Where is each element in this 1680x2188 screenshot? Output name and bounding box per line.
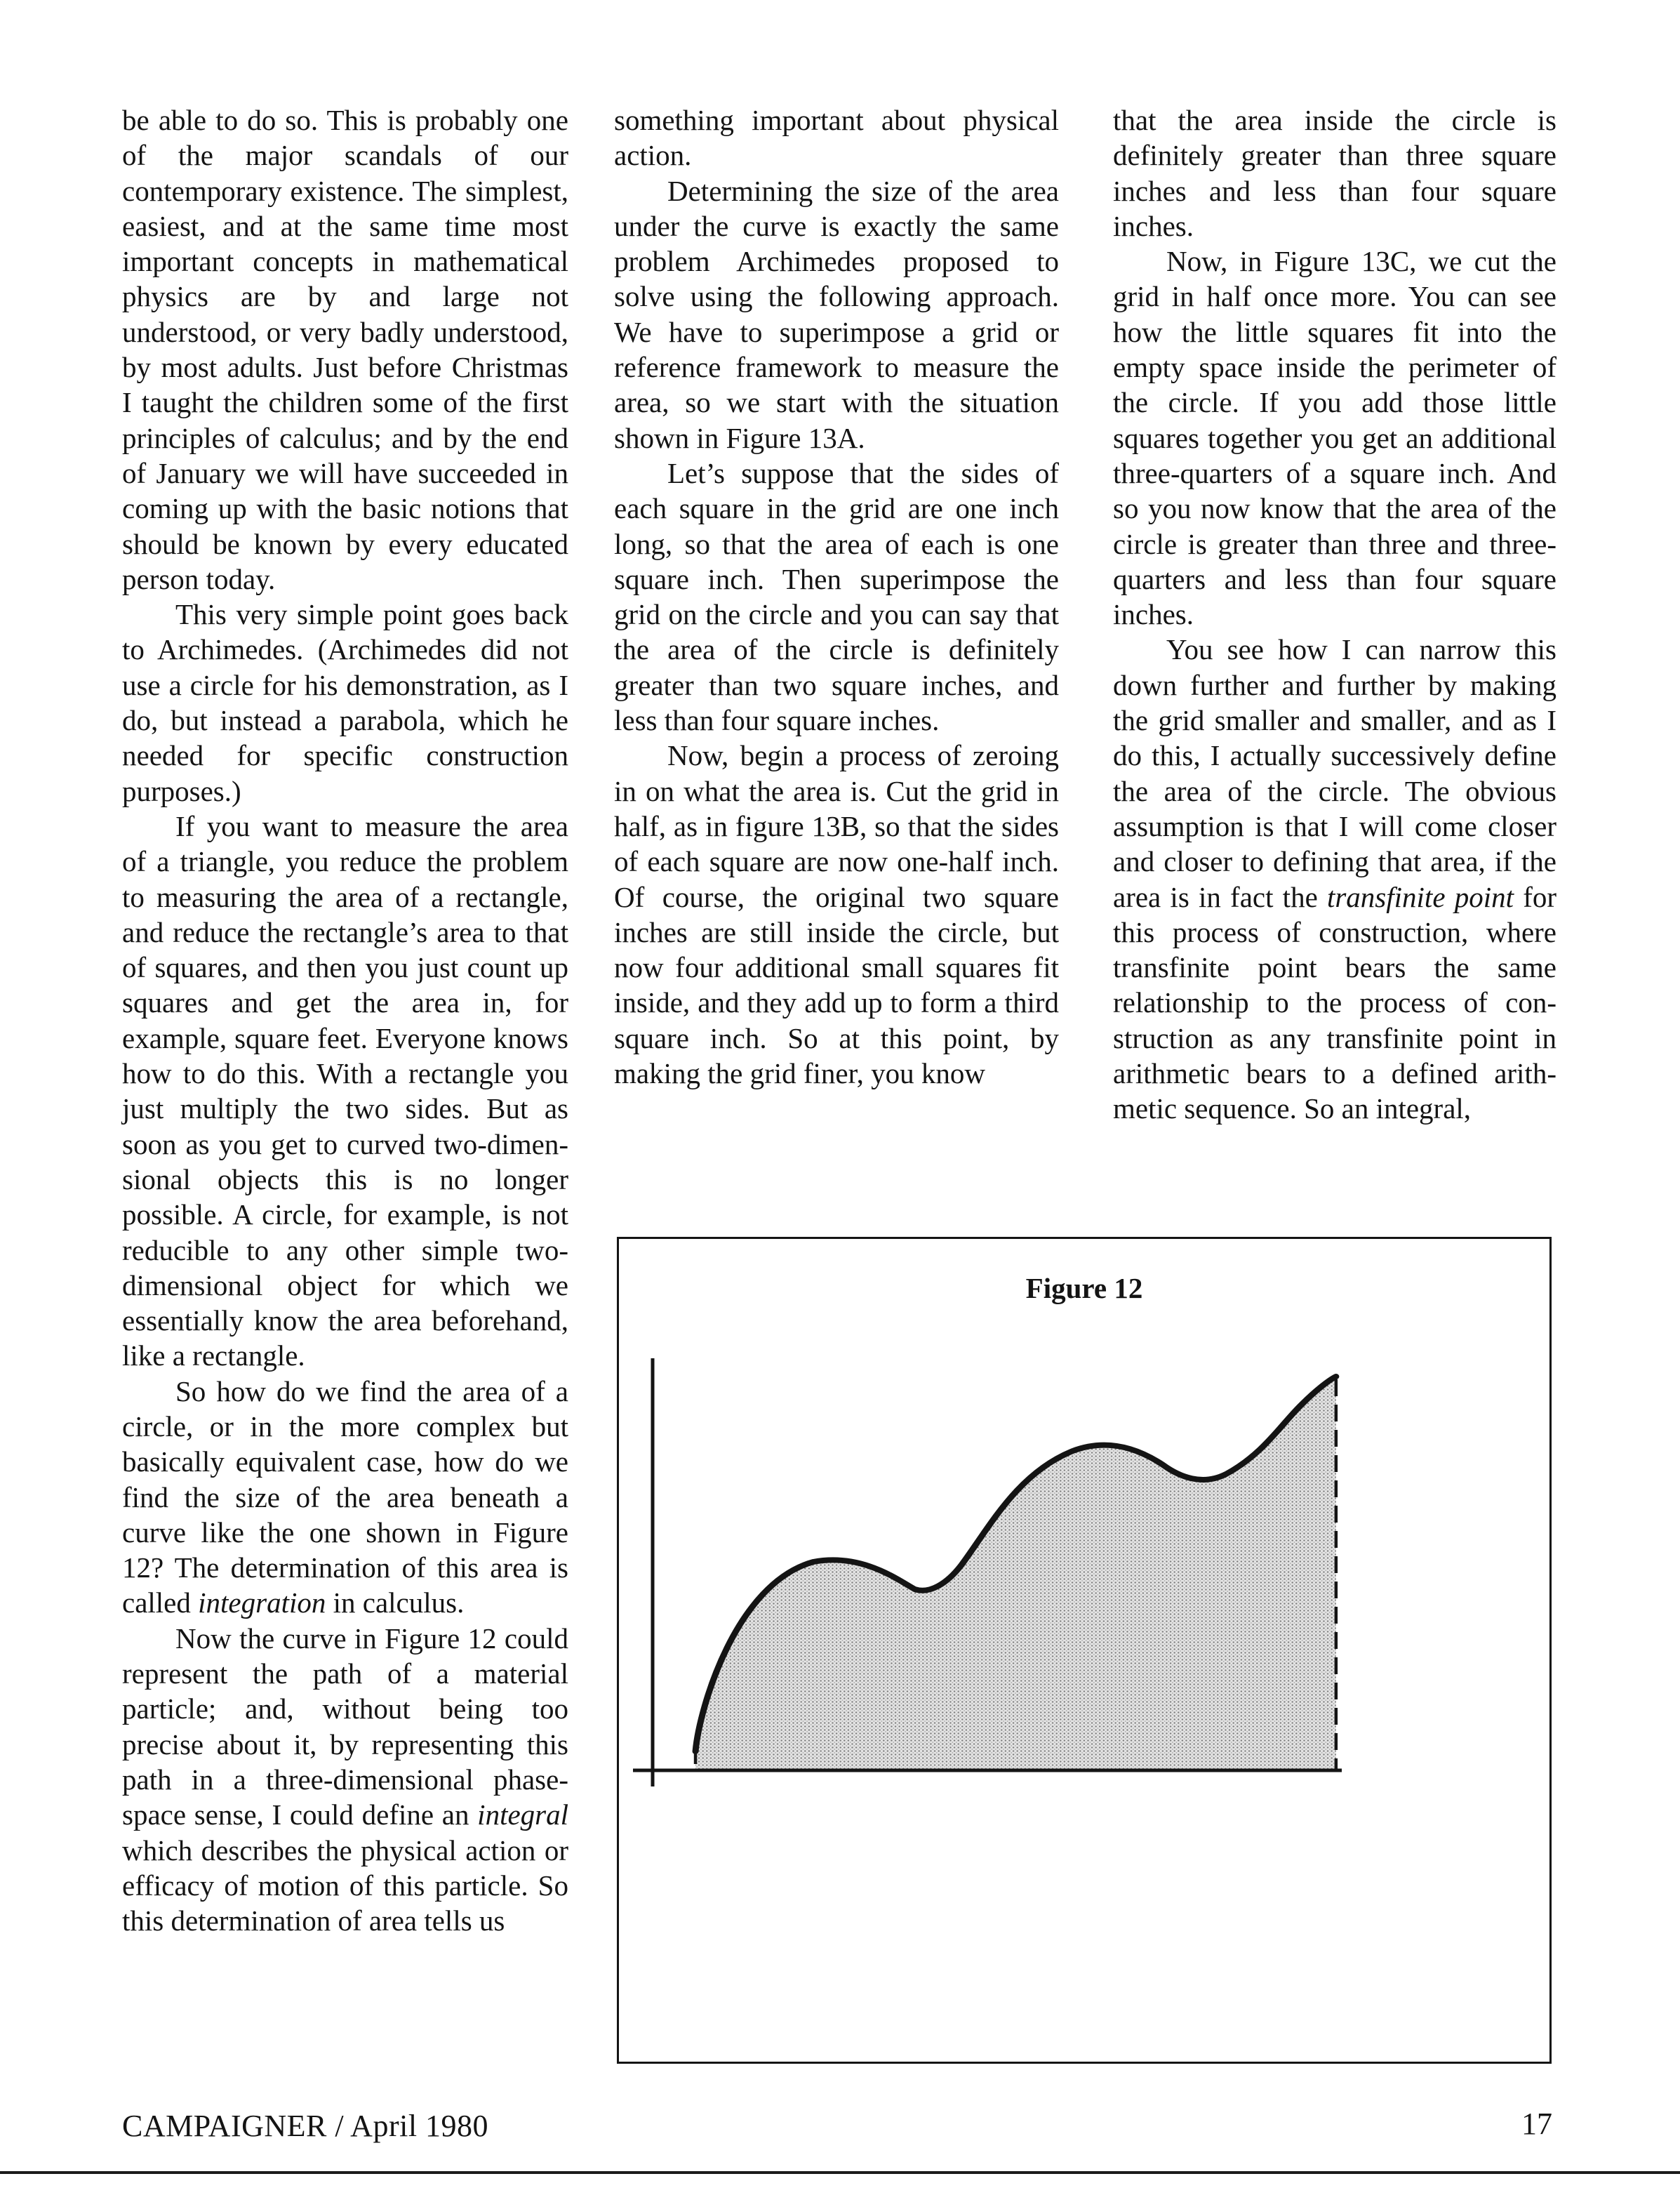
paragraph	[122, 597, 568, 809]
paragraph	[122, 1621, 568, 1939]
paragraph	[122, 1374, 568, 1621]
text-column-3	[1113, 102, 1556, 1127]
text-run: You see how I can narrow this down further and further by making the grid smaller and smaller, and as I do this, I actually successively define the area of the circle. The obvious assumption is that I will come closer and closer to defining that area, if the area is in fact the	[1113, 633, 1556, 913]
text-run: be able to do so. This is probably one of the major scandals of our contemporary existence. The simplest, easiest, and at the same time most important concepts in mathematical physics are by and large not understood, or very badly understood, by most adults. Just before Christmas I taught the children some of the first principles of calculus; and by the end of January we will have succeeded in coming up with the basic notions that should be known by every educated person today.	[122, 104, 568, 595]
paragraph	[1113, 632, 1556, 1126]
paragraph	[1113, 102, 1556, 244]
page-number: 17	[1521, 2107, 1552, 2141]
figure-title: Figure 12	[1025, 1272, 1143, 1304]
text-column-1	[122, 102, 568, 1938]
text-run: Determining the size of the area under the curve is exactly the same problem Archimedes proposed to solve using the following approach. We have to superimpose a grid or reference framework to measure the area, so we start with the situation shown in Figure 13A.	[614, 174, 1059, 454]
text-run: for this process of construction, where transfinite point bears the same relationship to the process of construction as any transfinite point in arithmetic bears to a defined arithmetic sequence. So an integral,	[1113, 880, 1556, 1125]
text-run: So how do we find the area of a circle, or in the more complex but basically equivalent case, how do we find the size of the area beneath a curve like the one shown in Figure 12? The determination of this area is called	[122, 1374, 568, 1619]
paragraph	[614, 456, 1059, 738]
figure-12	[617, 1237, 1552, 2064]
paragraph	[614, 738, 1059, 1091]
paragraph	[1113, 244, 1556, 632]
paragraph	[122, 809, 568, 1374]
bottom-rule	[0, 2171, 1680, 2174]
text-run: which describes the physical action or efficacy of motion of this particle. So this determination of area tells us	[122, 1834, 568, 1937]
text-run: Let’s suppose that the sides of each square in the grid are one inch long, so that the area of each is one square inch. Then superimpose the grid on the circle and you can say that the area of the circle is definitely greater than two square inches, and less than four square inches.	[614, 456, 1059, 737]
text-run: in calculus.	[326, 1586, 465, 1619]
area-under-curve-diagram	[619, 1239, 1549, 2062]
italic-term: integral	[477, 1798, 568, 1831]
text-run: Now the curve in Figure 12 could represent the path of a material particle; and, without being too precise about it, by representing this path in a three-dimensional phase-space sense, I could define an	[122, 1622, 568, 1831]
text-run: This very simple point goes back to Archimedes. (Archimedes did not use a circle for his demonstration, as I do, but instead a parabola, which he needed for specific construction purposes.)	[122, 598, 568, 807]
text-run: Now, begin a process of zeroing in on what the area is. Cut the grid in half, as in figure 13B, so that the sides of each square are now one-half inch. Of course, the original two square inches are still inside the circle, but now four additional small squares fit inside, and they add up to form a third square inch. So at this point, by making the grid finer, you know	[614, 739, 1059, 1090]
text-run: something important about physical action.	[614, 104, 1059, 172]
text-run: Now, in Figure 13C, we cut the grid in half once more. You can see how the little squares fit into the empty space inside the perimeter of the circle. If you add those little squares together you get an additional three-quarters of a square inch. And so you now know that the area of the circle is greater than three and three-quarters and less than four square inches.	[1113, 245, 1556, 631]
paragraph	[614, 102, 1059, 173]
paragraph	[122, 102, 568, 597]
paragraph	[614, 173, 1059, 456]
italic-term: integration	[198, 1586, 326, 1619]
italic-term: transfinite point	[1326, 880, 1514, 913]
text-run: that the area inside the circle is definitely greater than three square inches and less than four square inches.	[1113, 104, 1556, 242]
footer-publication: CAMPAIGNER / April 1980	[122, 2109, 489, 2143]
text-column-2	[614, 102, 1059, 1091]
text-run: If you want to measure the area of a triangle, you reduce the problem to measuring the area of a rectangle, and reduce the rectangle’s area to that of squares, and then you just count up squares and get the area in, for example, square feet. Everyone knows how to do this. With a rectangle you just multiply the two sides. But as soon as you get to curved two-dimensional objects this is no longer possible. A circle, for example, is not reducible to any other simple two-dimensional object for which we essentially know the area beforehand, like a rectangle.	[122, 809, 568, 1372]
